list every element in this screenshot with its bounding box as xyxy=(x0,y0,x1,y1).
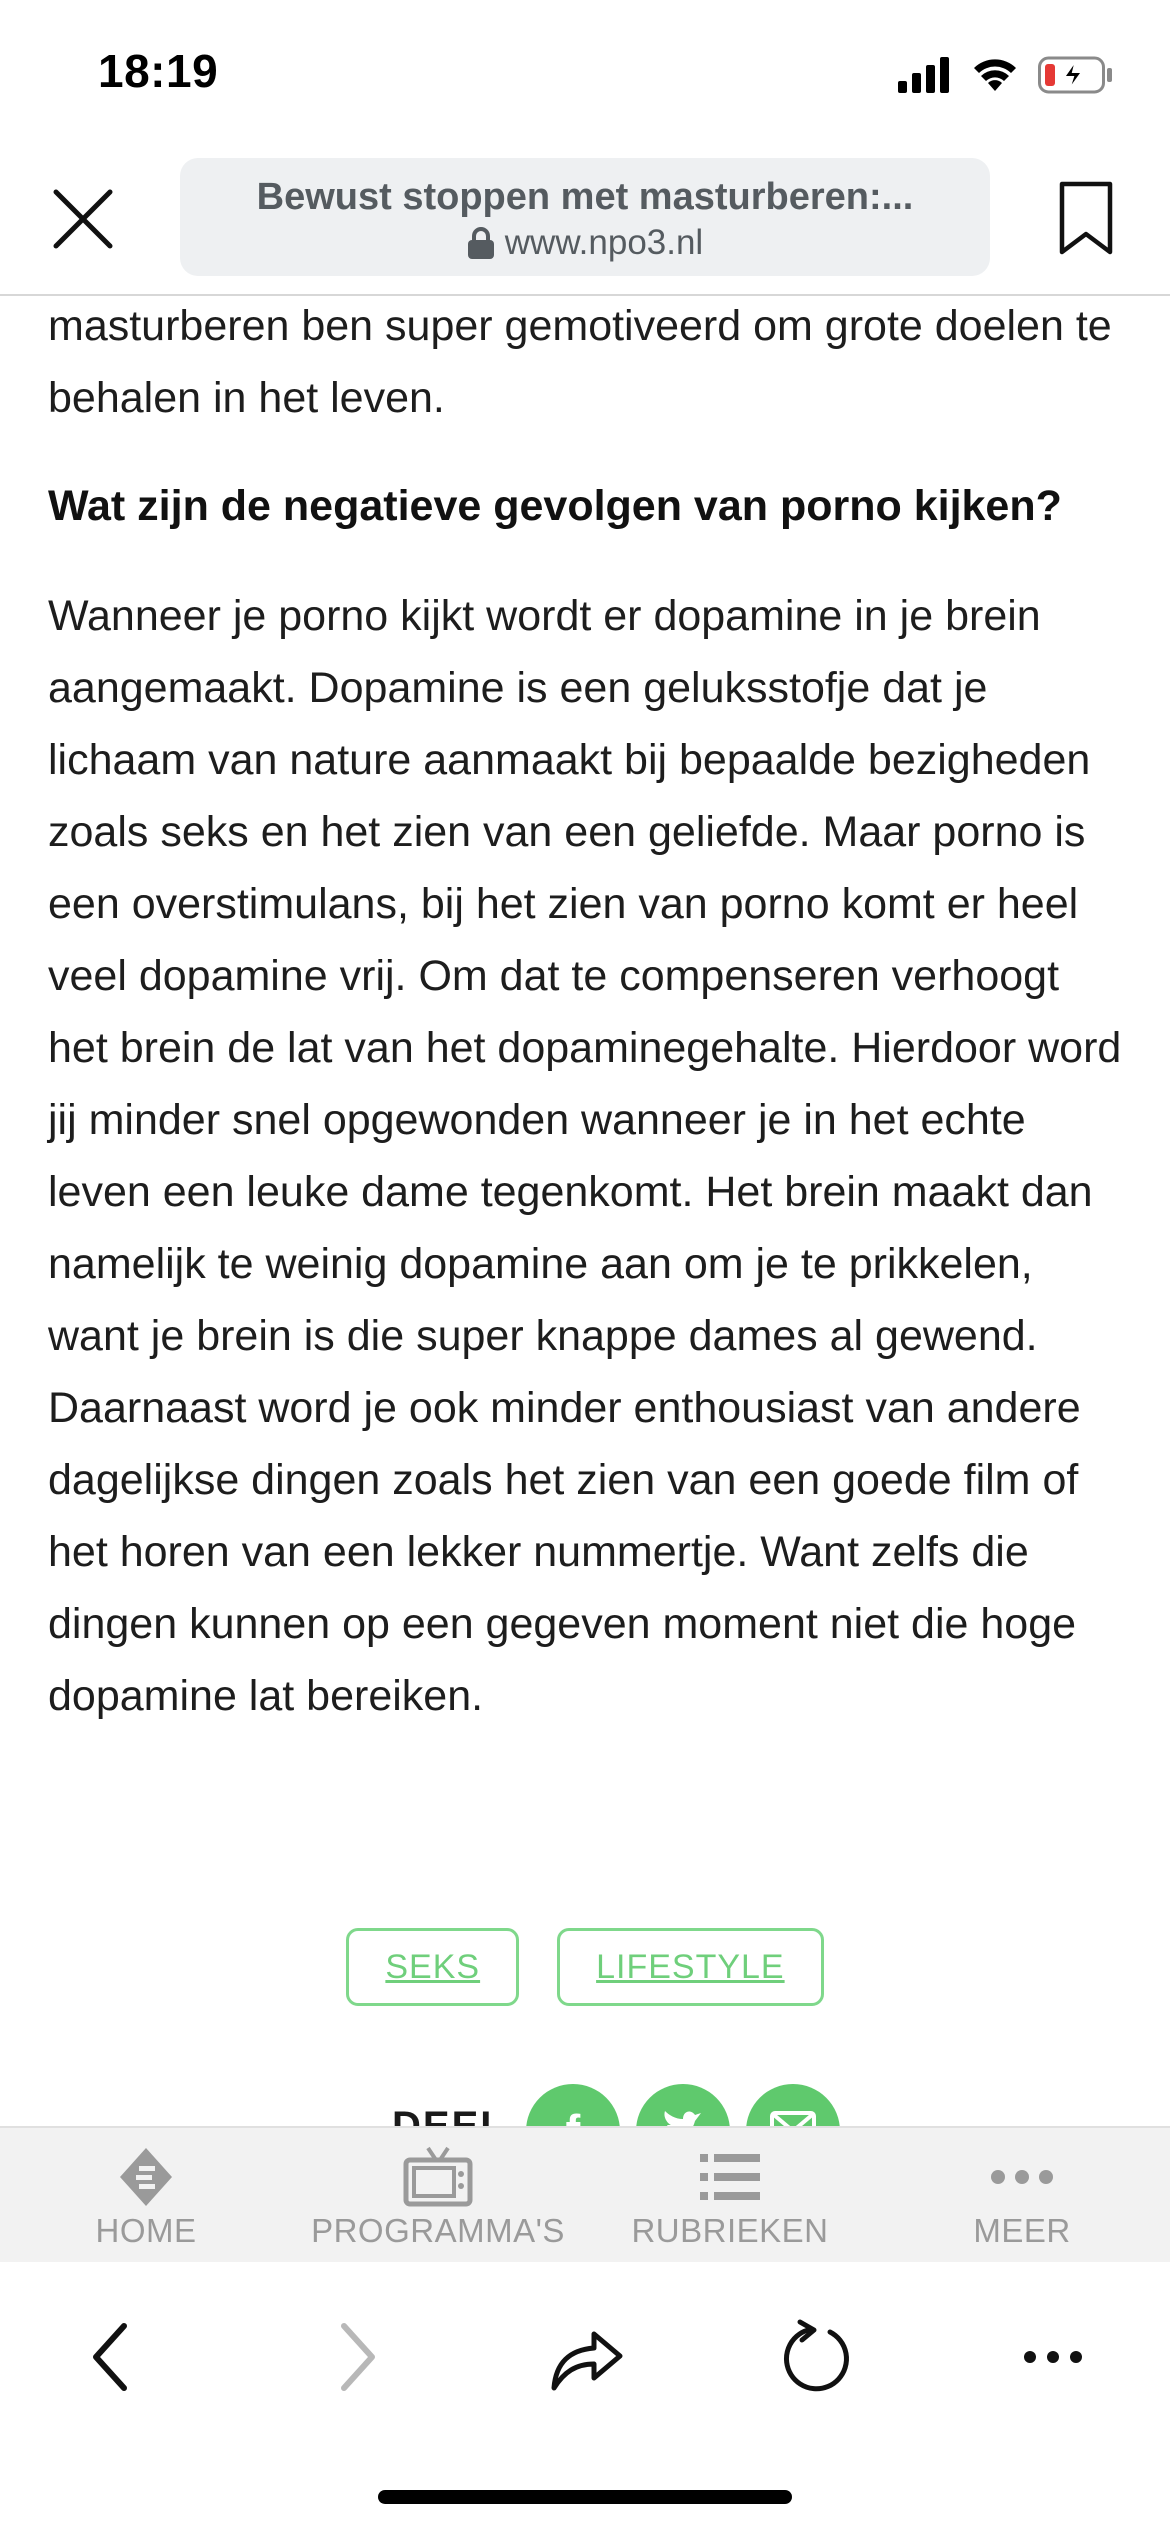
tab-home-label: HOME xyxy=(95,2212,197,2249)
battery-charging-icon xyxy=(1038,56,1114,94)
url-domain: www.npo3.nl xyxy=(504,223,704,262)
status-bar xyxy=(0,0,1170,150)
address-bar[interactable] xyxy=(180,158,990,276)
forward-arrow-icon[interactable] xyxy=(310,2312,400,2402)
status-icons xyxy=(898,50,1114,100)
article-paragraph: Wanneer je porno kijkt wordt er dopamine in je brein aangemaakt. Dopamine is een geluksstofje dat je lichaam van nature aanmaakt bij bepaalde bezigheden zoals seks en het zien van een geliefde. Maar porno is een overstimulans, bij het zien van porno komt er heel veel dopamine vrij. Om dat te compenseren verhoogt het brein de lat van het dopaminegehalte. Hierdoor word jij minder snel opgewonden wanneer je in het echte leven een leuke dame tegenkomt. Het brein maakt dan namelijk te weinig dopamine aan om je te prikkelen, want je brein is die super knappe dames al gewend. Daarnaast word je ook minder enthousiast van andere dagelijkse dingen zoals het zien van een goede film of het horen van een lekker nummertje. Want zelfs die dingen kunnen op een gegeven moment niet die hoge dopamine lat bereiken. xyxy=(48,592,1122,1720)
tab-home[interactable] xyxy=(0,2128,292,2262)
tab-programmas[interactable] xyxy=(292,2128,584,2262)
back-arrow-icon[interactable] xyxy=(68,2312,158,2402)
tag-seks[interactable]: SEKS xyxy=(346,1928,519,2006)
tag-lifestyle[interactable]: LIFESTYLE xyxy=(557,1928,824,2006)
more-icon xyxy=(982,2144,1062,2210)
share-row xyxy=(0,2066,1170,2126)
list-icon xyxy=(690,2144,770,2210)
page-title: Bewust stoppen met masturberen:... xyxy=(256,176,914,218)
status-time: 18:19 xyxy=(98,45,219,97)
tab-programmas-label: PROGRAMMA'S xyxy=(311,2212,565,2249)
lock-icon xyxy=(467,226,495,260)
tag-list xyxy=(0,1928,1170,2006)
close-icon[interactable] xyxy=(52,188,114,250)
home-indicator xyxy=(378,2490,792,2504)
share-icon[interactable] xyxy=(540,2312,630,2402)
article-intro-text: masturberen ben super gemotiveerd om grote doelen te behalen in het leven. xyxy=(48,302,1112,422)
app-tab-bar xyxy=(0,2126,1170,2264)
signal-icon xyxy=(898,57,952,93)
bookmark-icon[interactable] xyxy=(1058,180,1114,256)
wifi-icon xyxy=(972,57,1018,93)
tab-meer[interactable] xyxy=(876,2128,1168,2262)
tab-rubrieken-label: RUBRIEKEN xyxy=(631,2212,829,2249)
url-domain-row xyxy=(180,223,990,263)
tab-rubrieken[interactable] xyxy=(584,2128,876,2262)
tv-icon xyxy=(398,2144,478,2210)
browser-header xyxy=(0,150,1170,296)
tab-meer-label: MEER xyxy=(973,2212,1071,2249)
article-body xyxy=(48,294,1128,1732)
article-heading: Wat zijn de negatieve gevolgen van porno kijken? xyxy=(48,482,1062,530)
reload-icon[interactable] xyxy=(772,2312,862,2402)
more-options-icon[interactable] xyxy=(1008,2312,1098,2402)
home-icon xyxy=(106,2144,186,2210)
